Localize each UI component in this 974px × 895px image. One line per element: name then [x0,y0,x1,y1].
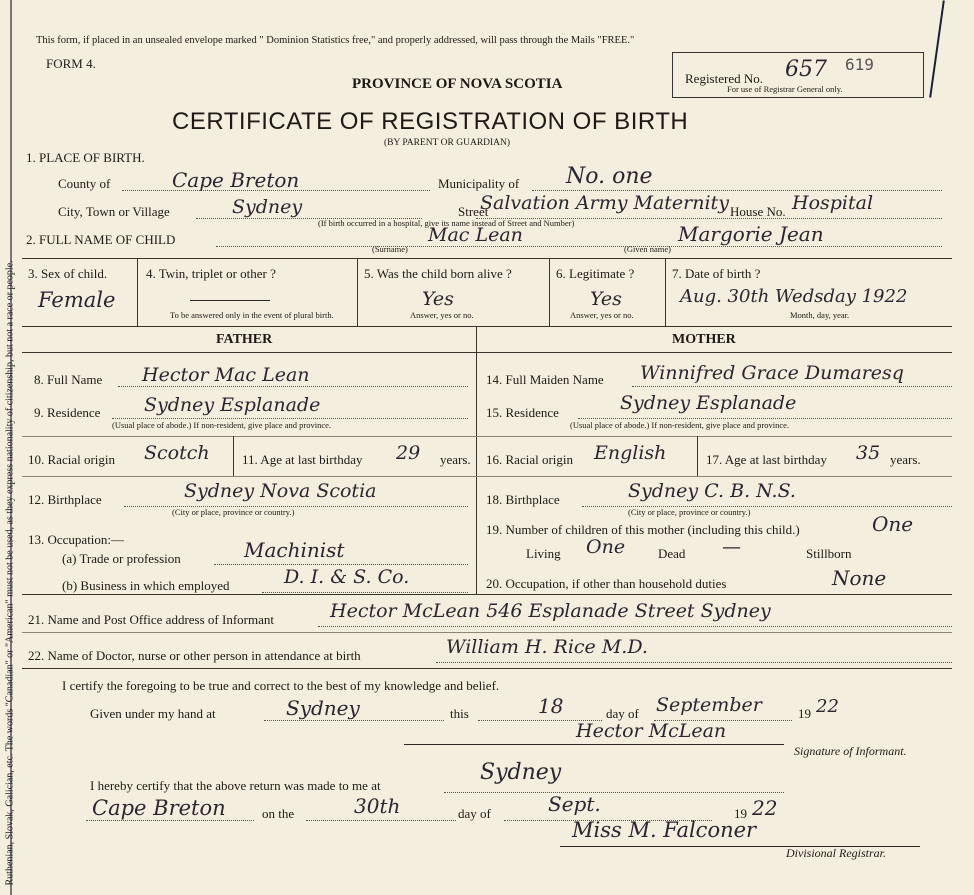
informant-signature: Hector McLean [576,720,727,742]
certify-year-prefix: 19 [798,706,811,721]
child-surname: Mac Lean [428,224,523,246]
father-heading: FATHER [216,332,273,347]
mail-notice: This form, if placed in an unsealed envelope marked " Dominion Statistics free," and properly addressed, will pass through the Mails "FREE." [36,35,635,46]
legitimate-value: Yes [590,288,622,310]
registrar-county: Cape Breton [92,796,226,820]
mother-birthplace-label: 18. Birthplace [486,492,560,507]
father-birthplace-note: (City or place, province or country.) [172,507,295,517]
dead-count: — [722,536,741,558]
mother-birthplace-note: (City or place, province or country.) [628,507,751,517]
father-occupation-label: 13. Occupation:— [28,532,125,547]
house-label: House No. [730,204,786,219]
living-label: Living [526,546,561,561]
informant-value: Hector McLean 546 Esplanade Street Sydney [330,600,771,622]
children-count-label: 19. Number of children of this mother (including this child.) [486,522,800,537]
child-given-name: Margorie Jean [678,222,824,246]
father-racial-label: 10. Racial origin [28,452,116,467]
doctor-label: 22. Name of Doctor, nurse or other person in attendance at birth [28,648,361,663]
street-label: Street [458,204,489,219]
stillborn-label: Stillborn [806,546,852,561]
registrar-year: 22 [752,796,778,820]
registrar-signature: Miss M. Falconer [572,818,757,842]
living-count: One [586,536,626,558]
business-label: (b) Business in which employed [62,578,230,593]
mother-name: Winnifred Grace Dumaresq [640,362,904,384]
place-of-birth-heading: 1. PLACE OF BIRTH. [26,150,145,165]
dead-label: Dead [658,546,686,561]
father-name: Hector Mac Lean [142,364,310,386]
mother-occupation-label: 20. Occupation, if other than household duties [486,576,727,591]
father-residence-label: 9. Residence [34,405,101,420]
mother-name-label: 14. Full Maiden Name [486,372,604,387]
registrar-day: 30th [354,794,401,818]
certify-month: September [656,694,762,716]
house-value: Hospital [792,192,874,214]
legitimate-note: Answer, yes or no. [570,310,634,320]
registrar-month: Sept. [548,792,601,816]
certificate-subtitle: (BY PARENT OR GUARDIAN) [384,138,511,148]
father-years-label: years. [440,452,471,467]
form-number: FORM 4. [46,56,96,71]
twin-note: To be answered only in the event of plural birth. [170,310,334,320]
registrar-statement: I hereby certify that the above return was made to me at [90,778,381,793]
registered-label: Registered No. [685,71,763,86]
given-name-caption: (Given name) [624,244,671,254]
twin-label: 4. Twin, triplet or other ? [146,266,276,281]
informant-signature-label: Signature of Informant. [794,744,907,758]
county-label: County of [58,176,111,191]
registered-stamp: 619 [845,55,874,74]
mother-residence-note: (Usual place of abode.) If non-resident, give place and province. [570,420,790,430]
street-value: Salvation Army Maternity [480,192,729,214]
doctor-value: William H. Rice M.D. [446,636,648,658]
mother-occupation: None [832,566,887,590]
ink-mark [929,0,945,97]
surname-caption: (Surname) [372,244,408,254]
mother-residence-label: 15. Residence [486,405,559,420]
registrar-signature-label: Divisional Registrar. [786,846,887,860]
certify-day: 18 [538,694,564,718]
father-racial-origin: Scotch [144,442,210,464]
legitimate-label: 6. Legitimate ? [556,266,635,281]
father-age-label: 11. Age at last birthday [242,452,363,467]
certify-statement: I certify the foregoing to be true and correct to the best of my knowledge and belief. [62,678,500,693]
children-count: One [872,512,914,536]
mother-heading: MOTHER [672,332,736,347]
city-label: City, Town or Village [58,204,170,219]
registered-box [672,52,924,98]
side-margin-text: Ruthenian, Slovak, Galician, etc. The words "Canadian" or "American" must not be used, as they express nationality of citizenship, but not a race or people. [4,260,16,886]
registered-note: For use of Registrar General only. [727,84,843,94]
mother-racial-label: 16. Racial origin [486,452,574,467]
mother-age-label: 17. Age at last birthday [706,452,827,467]
registrar-day-of-label: day of [458,806,491,821]
father-business: D. I. & S. Co. [284,566,410,588]
given-at-label: Given under my hand at [90,706,216,721]
child-name-label: 2. FULL NAME OF CHILD [26,232,176,247]
alive-label: 5. Was the child born alive ? [364,266,512,281]
father-birthplace-label: 12. Birthplace [28,492,102,507]
certify-day-of-label: day of [606,706,639,721]
registrar-year-prefix: 19 [734,806,747,821]
registrar-place: Sydney [480,760,562,785]
dob-label: 7. Date of birth ? [672,266,761,281]
given-at-place: Sydney [286,696,360,720]
municipality-label: Municipality of [438,176,520,191]
mother-age: 35 [856,442,881,464]
father-name-label: 8. Full Name [34,372,103,387]
mother-racial-origin: English [594,442,667,464]
mother-years-label: years. [890,452,921,467]
this-label: this [450,706,469,721]
dob-value: Aug. 30th Wedsday 1922 [680,286,908,307]
hospital-note: (If birth occurred in a hospital, give its name instead of Street and Number) [318,218,575,228]
alive-note: Answer, yes or no. [410,310,474,320]
alive-value: Yes [422,288,454,310]
father-birthplace: Sydney Nova Scotia [184,480,377,502]
mother-birthplace: Sydney C. B. N.S. [628,480,796,502]
informant-label: 21. Name and Post Office address of Informant [28,612,274,627]
sex-label: 3. Sex of child. [28,266,108,281]
county-value: Cape Breton [172,168,300,192]
mother-residence: Sydney Esplanade [620,392,797,414]
father-trade: Machinist [244,538,345,562]
father-residence: Sydney Esplanade [144,394,321,416]
certificate-title: CERTIFICATE OF REGISTRATION OF BIRTH [172,108,689,135]
province-heading: PROVINCE OF NOVA SCOTIA [352,76,563,92]
municipality-value: No. one [566,164,653,189]
certify-year: 22 [816,696,839,717]
registered-number: 657 [785,57,827,82]
dob-note: Month, day, year. [790,310,850,320]
father-age: 29 [396,442,421,464]
trade-label: (a) Trade or profession [62,551,181,566]
registrar-on-the-label: on the [262,806,295,821]
city-value: Sydney [232,196,303,218]
sex-value: Female [38,288,116,312]
father-residence-note: (Usual place of abode.) If non-resident, give place and province. [112,420,332,430]
